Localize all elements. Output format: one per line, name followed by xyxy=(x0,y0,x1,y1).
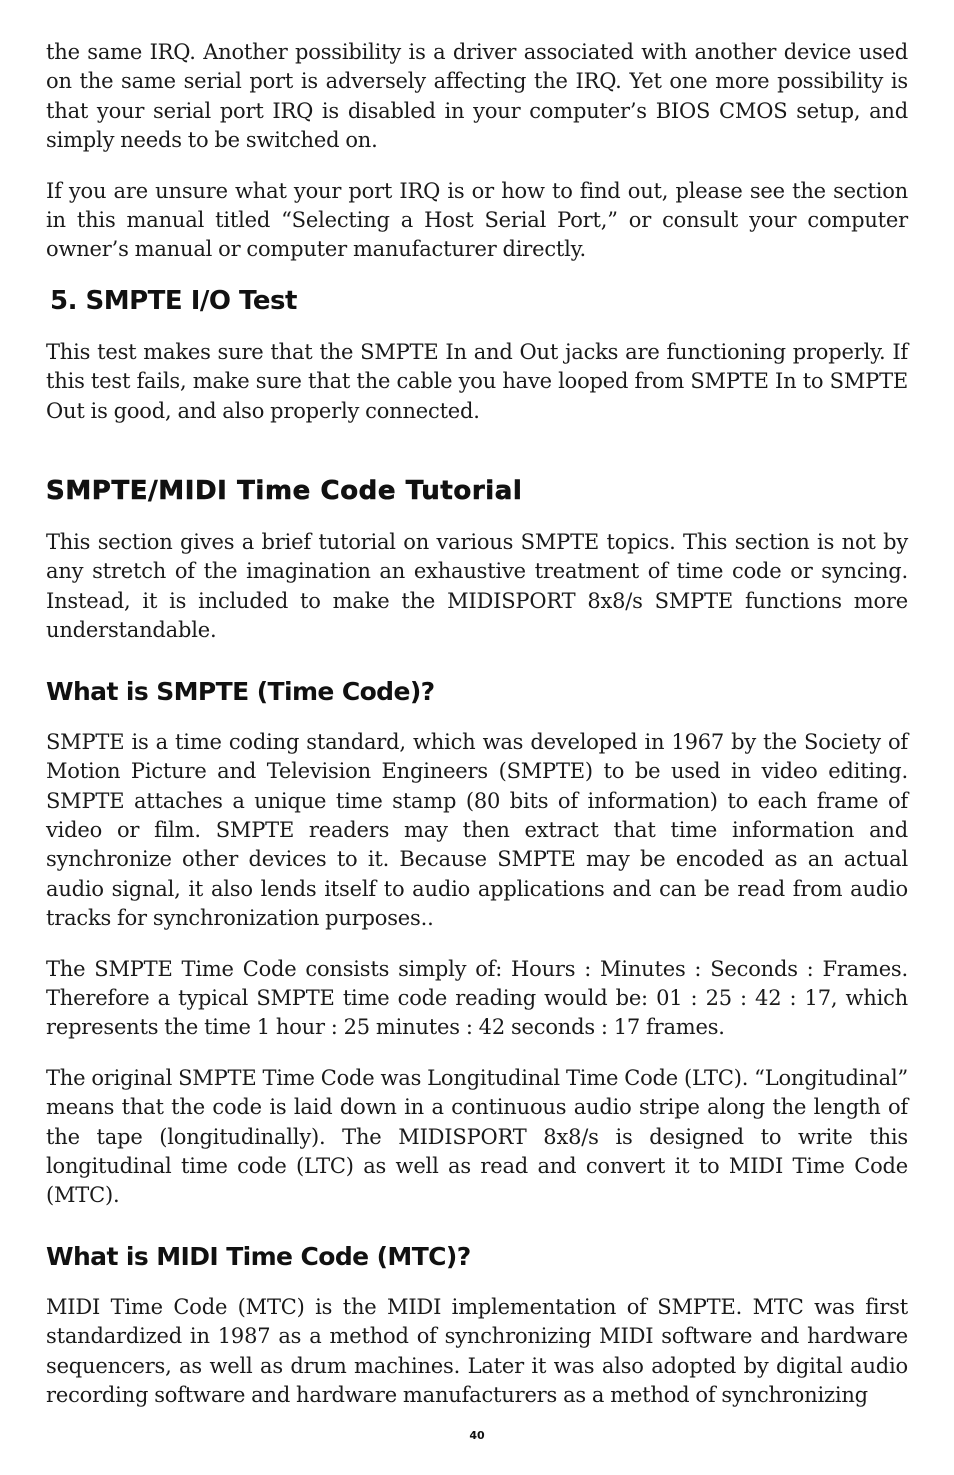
paragraph-smpte-ltc: The original SMPTE Time Code was Longitudinal Time Code (LTC). “Longitudinal” means that the code is laid down in a continuous audio stripe along the length of the tape (longitudinally). The MIDISPORT 8x8/s is designed to write this longitudinal time code (LTC) as well as read and convert it to MIDI Time Code (MTC). xyxy=(46,1065,908,1208)
heading-tutorial: SMPTE/MIDI Time Code Tutorial xyxy=(46,476,523,507)
manual-page xyxy=(46,38,908,1410)
paragraph-tutorial-intro: This section gives a brief tutorial on various SMPTE topics. This section is not by any stretch of the imagination an exhaustive treatment of time code or syncing. Instead, it is included to make the MIDISPORT 8x8/s SMPTE functions more understandable. xyxy=(46,530,908,643)
page-number: 40 xyxy=(469,1429,485,1442)
heading-smpte-io-test: 5. SMPTE I/O Test xyxy=(50,285,297,316)
paragraph-smpte-format: The SMPTE Time Code consists simply of: Hours : Minutes : Seconds : Frames. Therefore a typical SMPTE time code reading would be: 01 : 25 : 42 : 17, which represents the time 1 hour : 25 minutes : 42 seconds : 17 frames. xyxy=(46,956,908,1040)
paragraph-irq-continued: the same IRQ. Another possibility is a driver associated with another device used on the same serial port is adversely affecting the IRQ. Yet one more possibility is that your serial port IRQ is disabled in your computer’s BIOS CMOS setup, and simply needs to be switched on. xyxy=(46,40,908,153)
paragraph-smpte-definition: SMPTE is a time coding standard, which was developed in 1967 by the Society of Motion Picture and Television Engineers (SMPTE) to be used in video editing. SMPTE attaches a unique time stamp (80 bits of information) to each frame of video or film. SMPTE readers may then extract that time information and synchronize other devices to it. Because SMPTE may be encoded as an actual audio signal, it also lends itself to audio applications and can be read from audio tracks for synchronization purposes.. xyxy=(46,729,908,931)
heading-what-is-mtc: What is MIDI Time Code (MTC)? xyxy=(46,1241,471,1271)
paragraph-smpte-io-test: This test makes sure that the SMPTE In and Out jacks are functioning properly. If this test fails, make sure that the cable you have looped from SMPTE In to SMPTE Out is good, and also properly connected. xyxy=(46,339,908,423)
paragraph-mtc-definition: MIDI Time Code (MTC) is the MIDI implementation of SMPTE. MTC was first standardized in 1987 as a method of synchronizing MIDI software and hardware sequencers, as well as drum machines. Later it was also adopted by digital audio recording software and hardware manufacturers as a method of synchronizing xyxy=(46,1294,908,1407)
heading-what-is-smpte: What is SMPTE (Time Code)? xyxy=(46,676,435,706)
paragraph-irq-help: If you are unsure what your port IRQ is or how to find out, please see the section in this manual titled “Selecting a Host Serial Port,” or consult your computer owner’s manual or computer manufacturer directly. xyxy=(46,178,908,262)
